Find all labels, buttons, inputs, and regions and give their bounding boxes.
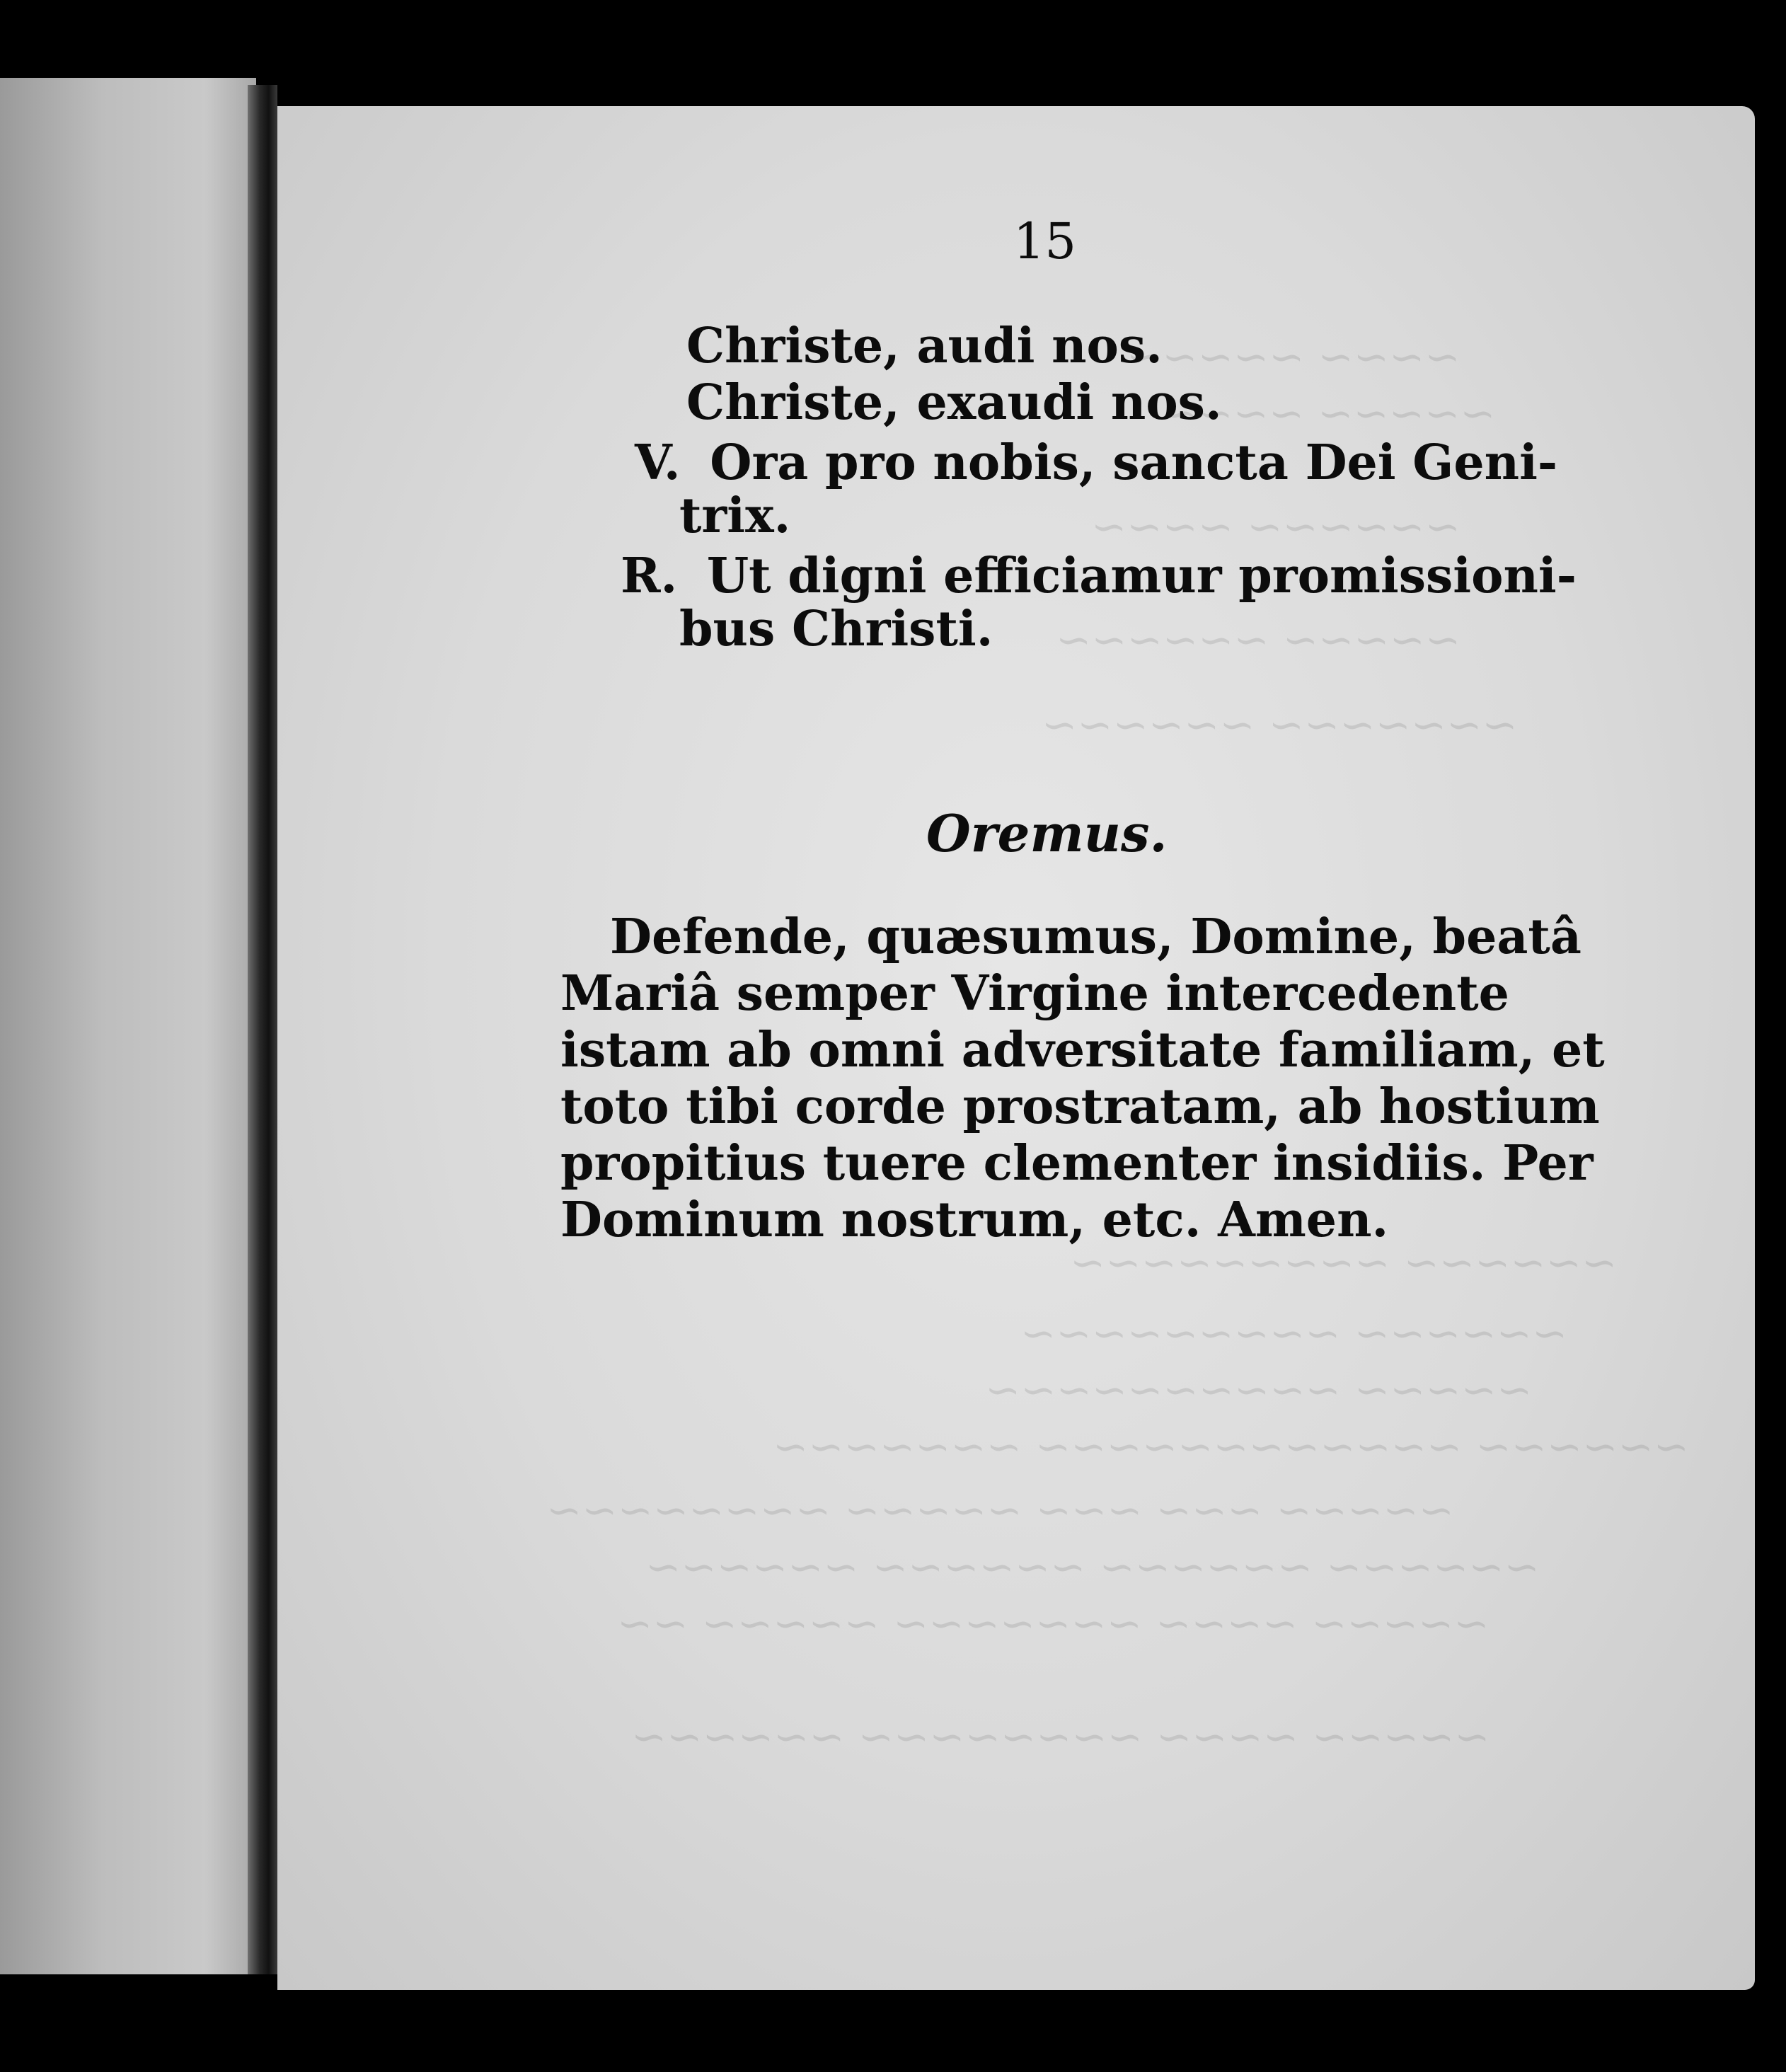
- response: [621, 548, 1577, 604]
- prayer-line: propitius tuere clementer insidiis. Per: [560, 1135, 1594, 1192]
- section-heading: Oremus.: [926, 803, 1168, 863]
- response-line: Christe, audi nos.: [686, 318, 1163, 374]
- response-label: R.: [621, 548, 678, 604]
- prayer-line: toto tibi corde prostratam, ab hostium: [560, 1078, 1600, 1135]
- versicle-text: Ora pro nobis, sancta Dei Geni-: [710, 434, 1558, 491]
- prayer-line: istam ab omni adversitate familiam, et: [560, 1022, 1605, 1078]
- book-page: [277, 106, 1755, 1990]
- prayer-line: Defende, quæsumus, Domine, beatâ: [610, 909, 1582, 965]
- versicle-label: V.: [635, 434, 681, 491]
- versicle: [635, 434, 1558, 491]
- response-continuation: bus Christi.: [679, 601, 993, 657]
- versicle-continuation: trix.: [679, 488, 791, 544]
- book-gutter: [248, 85, 277, 1974]
- prayer-line: Dominum nostrum, etc. Amen.: [560, 1192, 1389, 1248]
- response-text: Ut digni efficiamur promissioni-: [706, 548, 1577, 604]
- prayer-line: Mariâ semper Virgine intercedente: [560, 965, 1509, 1022]
- page-text: [277, 106, 1755, 1990]
- page-number: 15: [1013, 212, 1077, 270]
- response-line: Christe, exaudi nos.: [686, 374, 1222, 431]
- show-through-texture: ~~~~ ~~~~~ ~~~~~ ~~~~ ~~~~~~ ~~~~ ~~~~~ ~~~~~~ ~~~~~~~ ~~~~~~ ~~~~~~ ~~~~~~~~~ ~~~~~~ ~~~~~~~~~ ~~~~~ ~~~~~~~~~~ ~~~~~~ ~~~~~~~~~~~~ ~~~~~~~ ~~~~~ ~~~ ~~~ ~~~~~ ~~~~~~~~ ~~~~~~ ~~~~~~ ~~~~~~ ~~~~~~ ~~~~~ ~~~~ ~~~~~~~ ~~~~~ ~~ ~~~~~ ~~~~ ~~~~~~~~ ~~~~~~: [546, 333, 1689, 1762]
- left-page: [0, 78, 256, 1974]
